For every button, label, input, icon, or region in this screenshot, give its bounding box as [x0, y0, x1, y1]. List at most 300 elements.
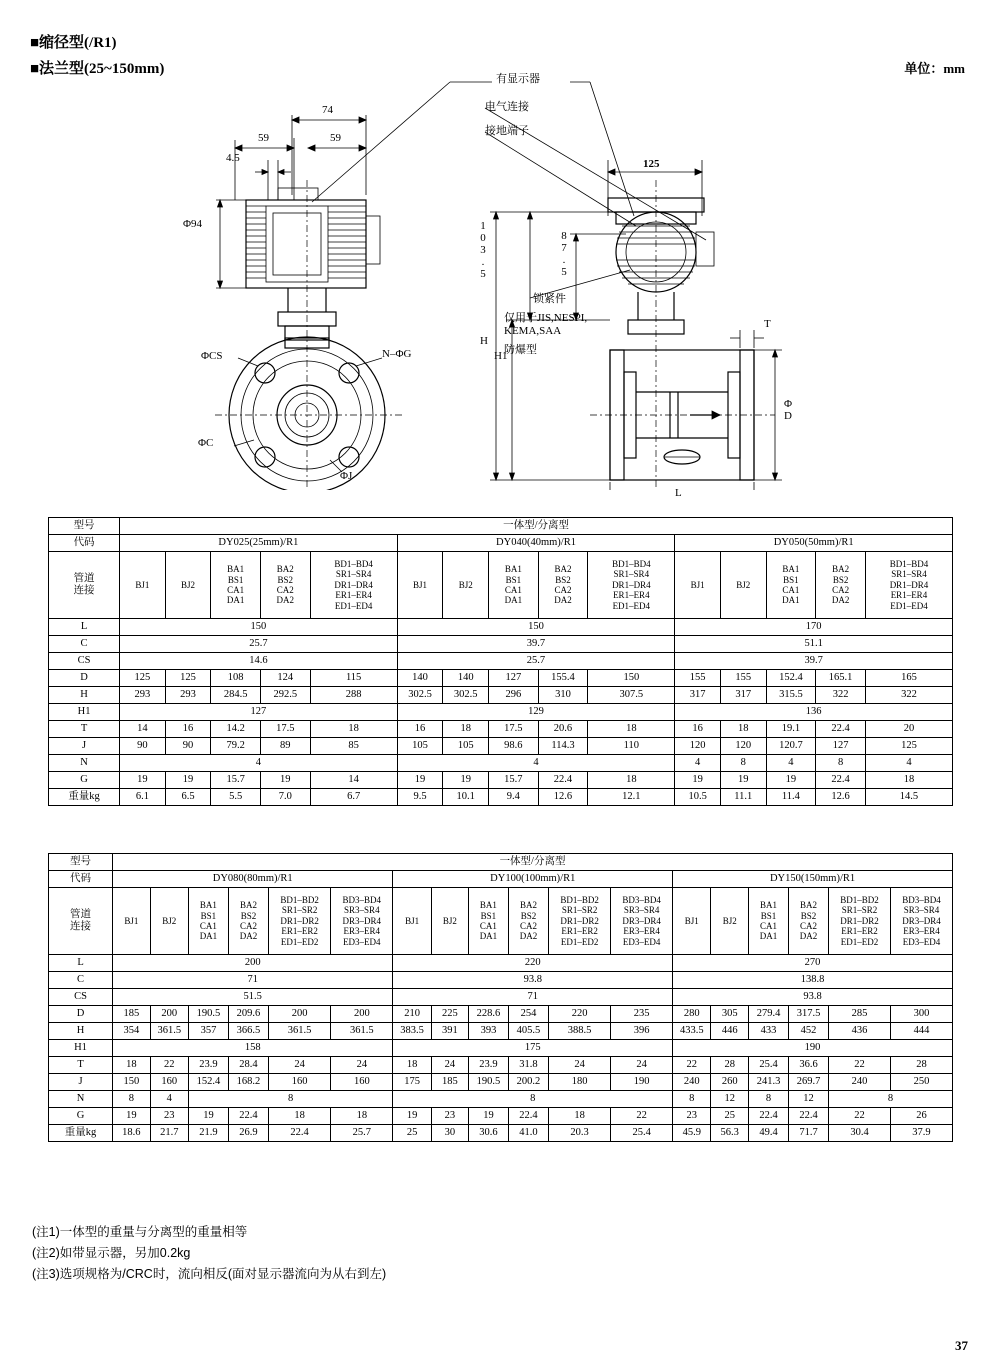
data-cell: 22.4: [228, 1108, 268, 1125]
data-cell: 14.6: [120, 653, 398, 670]
data-cell: 285: [829, 1006, 891, 1023]
data-cell: 22.4: [748, 1108, 788, 1125]
data-cell: 19: [675, 772, 721, 789]
data-cell: 21.9: [188, 1125, 228, 1142]
conn-cell: BD1–BD4 SR1–SR4 DR1–DR4 ER1–ER4 ED1–ED4: [588, 552, 675, 619]
data-cell: 155: [720, 670, 766, 687]
data-cell: 250: [890, 1074, 952, 1091]
technical-drawing: [30, 20, 970, 499]
data-cell: 51.5: [113, 989, 393, 1006]
data-cell: 24: [611, 1057, 673, 1074]
row-label-code: 代码: [49, 871, 113, 888]
data-cell: 190: [673, 1040, 953, 1057]
data-cell: 155.4: [538, 670, 588, 687]
dim-H: H: [480, 335, 488, 347]
data-cell: 225: [431, 1006, 468, 1023]
data-cell: 16: [165, 721, 211, 738]
data-cell: 150: [113, 1074, 151, 1091]
spec-table-80-150: [48, 853, 953, 1142]
table-row: [49, 772, 953, 789]
conn-cell: BD1–BD2 SR1–SR2 DR1–DR2 ER1–ER2 ED1–ED2: [829, 888, 891, 955]
conn-cell: BD3–BD4 SR3–SR4 DR3–DR4 ER3–ER4 ED3–ED4: [611, 888, 673, 955]
title-line-1: ■缩径型(/R1): [30, 35, 117, 51]
dim-H1: H1: [494, 350, 508, 362]
data-cell: 140: [443, 670, 489, 687]
row-label: 重量kg: [49, 1125, 113, 1142]
data-cell: 10.1: [443, 789, 489, 806]
label-ground-terminal: 接地端子: [485, 125, 529, 137]
page-number: 37: [955, 1338, 968, 1353]
table-row: [49, 619, 953, 636]
data-cell: 322: [816, 687, 866, 704]
table-row: [49, 972, 953, 989]
data-cell: 185: [431, 1074, 468, 1091]
data-cell: 18: [588, 772, 675, 789]
data-cell: 39.7: [675, 653, 953, 670]
data-cell: 20.6: [538, 721, 588, 738]
data-cell: 23: [150, 1108, 188, 1125]
data-cell: 168.2: [228, 1074, 268, 1091]
dim-T: T: [764, 318, 771, 330]
data-cell: 240: [673, 1074, 711, 1091]
data-cell: 228.6: [468, 1006, 508, 1023]
conn-cell: BJ1: [120, 552, 166, 619]
data-cell: 14: [310, 772, 397, 789]
data-cell: 155: [675, 670, 721, 687]
row-label-code: 代码: [49, 535, 120, 552]
data-cell: 16: [397, 721, 443, 738]
table-row: [49, 653, 953, 670]
data-cell: 19: [443, 772, 489, 789]
data-cell: 209.6: [228, 1006, 268, 1023]
data-cell: 296: [489, 687, 539, 704]
data-cell: 11.1: [720, 789, 766, 806]
dim-phi-CS: ΦCS: [201, 350, 223, 362]
conn-cell: BA2 BS2 CA2 DA2: [816, 552, 866, 619]
data-cell: 90: [120, 738, 166, 755]
table-row: [49, 1125, 953, 1142]
data-cell: 36.6: [789, 1057, 829, 1074]
row-label: H: [49, 687, 120, 704]
data-cell: 93.8: [393, 972, 673, 989]
table-row: [49, 955, 953, 972]
table-row-connection: [49, 552, 953, 619]
row-label-connection: 管道 连接: [49, 552, 120, 619]
data-cell: 22: [829, 1108, 891, 1125]
label-lock-note-2: KEMA,SAA: [504, 325, 562, 337]
data-cell: 361.5: [331, 1023, 393, 1040]
data-cell: 317.5: [789, 1006, 829, 1023]
data-cell: 41.0: [508, 1125, 548, 1142]
data-cell: 22: [150, 1057, 188, 1074]
data-cell: 8: [188, 1091, 393, 1108]
table-row: [49, 738, 953, 755]
data-cell: 138.8: [673, 972, 953, 989]
data-cell: 51.1: [675, 636, 953, 653]
data-cell: 19: [393, 1108, 431, 1125]
data-cell: 23.9: [468, 1057, 508, 1074]
data-cell: 284.5: [211, 687, 261, 704]
table-row: [49, 789, 953, 806]
row-label: H: [49, 1023, 113, 1040]
data-cell: 127: [816, 738, 866, 755]
table-row: [49, 871, 953, 888]
dim-L: L: [675, 487, 682, 499]
conn-cell: BJ2: [711, 888, 749, 955]
data-cell: 317: [720, 687, 766, 704]
data-cell: 170: [675, 619, 953, 636]
table-row: [49, 518, 953, 535]
data-cell: 108: [211, 670, 261, 687]
data-cell: 30.6: [468, 1125, 508, 1142]
data-cell: 25: [393, 1125, 431, 1142]
data-cell: 22.4: [816, 721, 866, 738]
data-cell: 79.2: [211, 738, 261, 755]
row-label: L: [49, 955, 113, 972]
data-cell: 30.4: [829, 1125, 891, 1142]
data-cell: 24: [431, 1057, 468, 1074]
data-cell: 254: [508, 1006, 548, 1023]
table-row: [49, 636, 953, 653]
data-cell: 22.4: [268, 1125, 330, 1142]
data-cell: 22.4: [816, 772, 866, 789]
data-cell: 30: [431, 1125, 468, 1142]
conn-cell: BA1 BS1 CA1 DA1: [748, 888, 788, 955]
data-cell: 5.5: [211, 789, 261, 806]
table-row: [49, 854, 953, 871]
data-cell: 388.5: [548, 1023, 610, 1040]
data-cell: 18: [268, 1108, 330, 1125]
dim-4-5: 4.5: [226, 152, 240, 164]
conn-cell: BJ2: [165, 552, 211, 619]
dim-n-phi-G: N–ΦG: [382, 348, 412, 360]
data-cell: 18.6: [113, 1125, 151, 1142]
data-cell: 190.5: [188, 1006, 228, 1023]
label-lock-note-3: 防爆型: [504, 344, 537, 356]
data-cell: 269.7: [789, 1074, 829, 1091]
data-cell: 190: [611, 1074, 673, 1091]
data-cell: 19.1: [766, 721, 816, 738]
data-cell: 150: [397, 619, 675, 636]
data-cell: 20: [865, 721, 952, 738]
data-cell: 15.7: [211, 772, 261, 789]
data-cell: 383.5: [393, 1023, 431, 1040]
data-cell: 160: [331, 1074, 393, 1091]
data-cell: 8: [816, 755, 866, 772]
data-cell: 18: [443, 721, 489, 738]
conn-cell: BJ1: [673, 888, 711, 955]
data-cell: 105: [397, 738, 443, 755]
conn-cell: BA1 BS1 CA1 DA1: [188, 888, 228, 955]
row-label: L: [49, 619, 120, 636]
data-cell: 19: [113, 1108, 151, 1125]
data-cell: 288: [310, 687, 397, 704]
conn-cell: BJ2: [150, 888, 188, 955]
data-cell: 200: [331, 1006, 393, 1023]
code-group-2: DY040(40mm)/R1: [397, 535, 675, 552]
conn-cell: BA2 BS2 CA2 DA2: [228, 888, 268, 955]
row-label: CS: [49, 989, 113, 1006]
data-cell: 8: [748, 1091, 788, 1108]
data-cell: 6.1: [120, 789, 166, 806]
conn-cell: BD1–BD4 SR1–SR4 DR1–DR4 ER1–ER4 ED1–ED4: [865, 552, 952, 619]
spec-table-25-50: [48, 517, 953, 806]
data-cell: 14.2: [211, 721, 261, 738]
row-label: 重量kg: [49, 789, 120, 806]
data-cell: 24: [268, 1057, 330, 1074]
data-cell: 49.4: [748, 1125, 788, 1142]
data-cell: 293: [165, 687, 211, 704]
data-cell: 12.1: [588, 789, 675, 806]
conn-cell: BA1 BS1 CA1 DA1: [766, 552, 816, 619]
data-cell: 433.5: [673, 1023, 711, 1040]
conn-cell: BA1 BS1 CA1 DA1: [211, 552, 261, 619]
data-cell: 220: [548, 1006, 610, 1023]
data-cell: 260: [711, 1074, 749, 1091]
data-cell: 18: [331, 1108, 393, 1125]
code-group-3: DY050(50mm)/R1: [675, 535, 953, 552]
data-cell: 71: [393, 989, 673, 1006]
data-cell: 18: [113, 1057, 151, 1074]
table-row: [49, 687, 953, 704]
conn-cell: BJ2: [431, 888, 468, 955]
data-cell: 317: [675, 687, 721, 704]
row-label: D: [49, 1006, 113, 1023]
data-cell: 19: [260, 772, 310, 789]
table-row: [49, 1074, 953, 1091]
data-cell: 302.5: [397, 687, 443, 704]
row-label: N: [49, 1091, 113, 1108]
data-cell: 12.6: [816, 789, 866, 806]
data-cell: 12: [711, 1091, 749, 1108]
data-cell: 114.3: [538, 738, 588, 755]
data-cell: 16: [675, 721, 721, 738]
code-group-3: DY150(150mm)/R1: [673, 871, 953, 888]
dim-phi-C: ΦC: [198, 437, 214, 449]
conn-cell: BA1 BS1 CA1 DA1: [468, 888, 508, 955]
dim-103-5: 103.5: [477, 220, 489, 280]
title-line-2: ■法兰型(25~150mm): [30, 61, 165, 77]
conn-cell: BD1–BD4 SR1–SR4 DR1–DR4 ER1–ER4 ED1–ED4: [310, 552, 397, 619]
conn-cell: BA2 BS2 CA2 DA2: [789, 888, 829, 955]
data-cell: 305: [711, 1006, 749, 1023]
data-cell: 26: [890, 1108, 952, 1125]
data-cell: 21.7: [150, 1125, 188, 1142]
table-row: [49, 1108, 953, 1125]
data-cell: 22: [829, 1057, 891, 1074]
data-cell: 45.9: [673, 1125, 711, 1142]
data-cell: 357: [188, 1023, 228, 1040]
data-cell: 9.4: [489, 789, 539, 806]
data-cell: 235: [611, 1006, 673, 1023]
data-cell: 22: [611, 1108, 673, 1125]
data-cell: 125: [165, 670, 211, 687]
data-cell: 56.3: [711, 1125, 749, 1142]
data-cell: 12: [789, 1091, 829, 1108]
data-cell: 279.4: [748, 1006, 788, 1023]
data-cell: 18: [865, 772, 952, 789]
data-cell: 361.5: [268, 1023, 330, 1040]
data-cell: 127: [120, 704, 398, 721]
dim-74: 74: [322, 104, 333, 116]
data-cell: 19: [120, 772, 166, 789]
data-cell: 110: [588, 738, 675, 755]
row-label: T: [49, 1057, 113, 1074]
data-cell: 14.5: [865, 789, 952, 806]
data-cell: 280: [673, 1006, 711, 1023]
data-cell: 18: [393, 1057, 431, 1074]
data-cell: 85: [310, 738, 397, 755]
data-cell: 120.7: [766, 738, 816, 755]
row-label-model: 型号: [49, 854, 113, 871]
data-cell: 158: [113, 1040, 393, 1057]
conn-cell: BD1–BD2 SR1–SR2 DR1–DR2 ER1–ER2 ED1–ED2: [548, 888, 610, 955]
data-cell: 7.0: [260, 789, 310, 806]
table-row: [49, 1057, 953, 1074]
model-type-value: 一体型/分离型: [113, 854, 953, 871]
table-row-connection: [49, 888, 953, 955]
data-cell: 300: [890, 1006, 952, 1023]
footnotes: [32, 1222, 386, 1285]
conn-cell: BA2 BS2 CA2 DA2: [538, 552, 588, 619]
data-cell: 322: [865, 687, 952, 704]
table-row: [49, 755, 953, 772]
data-cell: 125: [120, 670, 166, 687]
data-cell: 71.7: [789, 1125, 829, 1142]
data-cell: 6.5: [165, 789, 211, 806]
table-row: [49, 535, 953, 552]
conn-cell: BJ2: [443, 552, 489, 619]
data-cell: 240: [829, 1074, 891, 1091]
data-cell: 28: [711, 1057, 749, 1074]
data-cell: 127: [489, 670, 539, 687]
footnote-1: (注1)一体型的重量与分离型的重量相等: [32, 1225, 248, 1239]
data-cell: 19: [165, 772, 211, 789]
data-cell: 19: [397, 772, 443, 789]
data-cell: 241.3: [748, 1074, 788, 1091]
data-cell: 17.5: [489, 721, 539, 738]
data-cell: 175: [393, 1074, 431, 1091]
drawing-svg: [30, 20, 970, 490]
data-cell: 200: [268, 1006, 330, 1023]
dim-phi-J: ΦJ: [340, 470, 353, 482]
row-label: C: [49, 636, 120, 653]
table-row: [49, 1091, 953, 1108]
data-cell: 310: [538, 687, 588, 704]
data-cell: 11.4: [766, 789, 816, 806]
data-cell: 270: [673, 955, 953, 972]
data-cell: 152.4: [188, 1074, 228, 1091]
table-row: [49, 704, 953, 721]
row-label: N: [49, 755, 120, 772]
data-cell: 22: [673, 1057, 711, 1074]
data-cell: 190.5: [468, 1074, 508, 1091]
data-cell: 120: [720, 738, 766, 755]
data-cell: 293: [120, 687, 166, 704]
conn-cell: BA2 BS2 CA2 DA2: [508, 888, 548, 955]
data-cell: 18: [310, 721, 397, 738]
dim-phi-94: Φ94: [183, 218, 203, 230]
data-cell: 37.9: [890, 1125, 952, 1142]
data-cell: 396: [611, 1023, 673, 1040]
data-cell: 6.7: [310, 789, 397, 806]
data-cell: 115: [310, 670, 397, 687]
data-cell: 8: [720, 755, 766, 772]
data-cell: 315.5: [766, 687, 816, 704]
dim-phi-D: ΦD: [782, 398, 794, 422]
data-cell: 23: [673, 1108, 711, 1125]
row-label: G: [49, 1108, 113, 1125]
conn-cell: BD3–BD4 SR3–SR4 DR3–DR4 ER3–ER4 ED3–ED4: [331, 888, 393, 955]
data-cell: 8: [113, 1091, 151, 1108]
data-cell: 8: [673, 1091, 711, 1108]
data-cell: 8: [393, 1091, 673, 1108]
data-cell: 19: [188, 1108, 228, 1125]
label-electrical-connection: 电气连接: [485, 101, 529, 113]
table-row: [49, 721, 953, 738]
data-cell: 19: [468, 1108, 508, 1125]
data-cell: 165: [865, 670, 952, 687]
table-row: [49, 989, 953, 1006]
label-display: 有显示器: [496, 73, 540, 85]
dim-59-left: 59: [258, 132, 269, 144]
data-cell: 19: [766, 772, 816, 789]
conn-cell: BJ1: [675, 552, 721, 619]
data-cell: 4: [120, 755, 398, 772]
data-cell: 22.4: [508, 1108, 548, 1125]
data-cell: 22.4: [538, 772, 588, 789]
row-label: T: [49, 721, 120, 738]
conn-cell: BJ1: [393, 888, 431, 955]
data-cell: 452: [789, 1023, 829, 1040]
row-label: D: [49, 670, 120, 687]
conn-cell: BD1–BD2 SR1–SR2 DR1–DR2 ER1–ER2 ED1–ED2: [268, 888, 330, 955]
table-row: [49, 670, 953, 687]
data-cell: 89: [260, 738, 310, 755]
data-cell: 105: [443, 738, 489, 755]
data-cell: 24: [548, 1057, 610, 1074]
data-cell: 444: [890, 1023, 952, 1040]
data-cell: 150: [588, 670, 675, 687]
dim-125: 125: [643, 158, 660, 170]
label-lock-note-1: 仅用于JIS,NESPI,: [504, 312, 588, 324]
data-cell: 28: [890, 1057, 952, 1074]
data-cell: 200.2: [508, 1074, 548, 1091]
data-cell: 210: [393, 1006, 431, 1023]
data-cell: 391: [431, 1023, 468, 1040]
data-cell: 98.6: [489, 738, 539, 755]
data-cell: 405.5: [508, 1023, 548, 1040]
data-cell: 150: [120, 619, 398, 636]
data-cell: 12.6: [538, 789, 588, 806]
data-cell: 4: [150, 1091, 188, 1108]
conn-cell: BD3–BD4 SR3–SR4 DR3–DR4 ER3–ER4 ED3–ED4: [890, 888, 952, 955]
data-cell: 25.7: [397, 653, 675, 670]
data-cell: 24: [331, 1057, 393, 1074]
data-cell: 354: [113, 1023, 151, 1040]
row-label: H1: [49, 1040, 113, 1057]
table-row: [49, 1023, 953, 1040]
data-cell: 4: [397, 755, 675, 772]
data-cell: 14: [120, 721, 166, 738]
data-cell: 160: [150, 1074, 188, 1091]
data-cell: 307.5: [588, 687, 675, 704]
data-cell: 200: [113, 955, 393, 972]
data-cell: 124: [260, 670, 310, 687]
data-cell: 361.5: [150, 1023, 188, 1040]
data-cell: 19: [720, 772, 766, 789]
data-cell: 185: [113, 1006, 151, 1023]
